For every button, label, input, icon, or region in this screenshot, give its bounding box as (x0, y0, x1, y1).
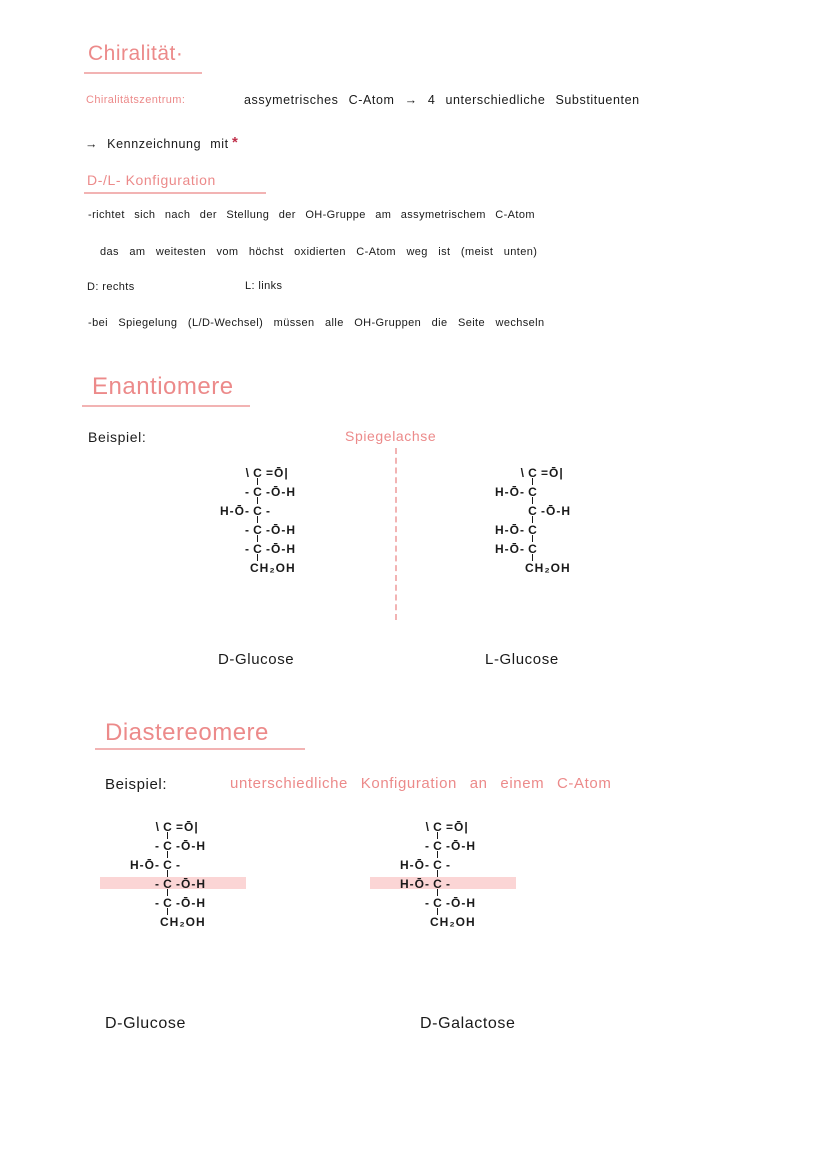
carbon-atom: C (528, 485, 538, 499)
bond-line (370, 851, 516, 858)
carbon-row (465, 542, 611, 554)
bond-line (370, 832, 516, 839)
left-substituent: H-Ō- (130, 858, 160, 872)
beispiel-label: Beispiel: (88, 429, 147, 445)
kennzeichnung-text: → Kennzeichnung mit (85, 137, 229, 151)
left-substituent: - (155, 877, 160, 891)
carbon-atom: C (528, 504, 538, 518)
carbon-atom: CH₂OH (160, 915, 206, 929)
d-rule: D: rechts (87, 281, 135, 293)
zentrum-text: assymetrisches C-Atom → 4 unterschiedliche Substituenten (244, 93, 640, 107)
carbon-atom: C (433, 896, 443, 910)
right-substituent: -Ō-H (266, 523, 296, 537)
right-substituent: =Ō| (176, 820, 199, 834)
carbon-row (370, 858, 516, 870)
carbon-atom: C (433, 877, 443, 891)
l-glucose-label: L-Glucose (485, 651, 559, 668)
left-substituent: H-Ō- (220, 504, 250, 518)
bond-line (190, 478, 336, 485)
konfiguration-title: D-/L- Konfiguration (87, 172, 216, 188)
carbon-atom: CH₂OH (525, 561, 571, 575)
carbon-atom: C (163, 820, 173, 834)
d-glucose-structure-2 (100, 820, 246, 927)
carbon-row (465, 466, 611, 478)
carbon-atom: C (253, 466, 263, 480)
section-title-chiralitaet: Chiralität· (88, 42, 184, 65)
carbon-row (465, 523, 611, 535)
bond-line (190, 554, 336, 561)
highlighted-carbon-row (370, 877, 516, 889)
carbon-atom: C (253, 504, 263, 518)
zentrum-label: Chiralitätszentrum: (86, 94, 186, 106)
carbon-row (190, 485, 336, 497)
bond-line (370, 908, 516, 915)
carbon-row (465, 504, 611, 516)
carbon-atom: C (163, 839, 173, 853)
right-substituent: -Ō-H (176, 839, 206, 853)
bond-line (100, 851, 246, 858)
diastereomere-note: unterschiedliche Konfiguration an einem C-Atom (230, 775, 612, 792)
bond-line (370, 889, 516, 896)
carbon-atom: CH₂OH (250, 561, 296, 575)
left-substituent: H-Ō- (400, 877, 430, 891)
right-substituent: -Ō-H (446, 839, 476, 853)
left-substituent: - (425, 839, 430, 853)
carbon-atom: CH₂OH (430, 915, 476, 929)
bond-line (100, 889, 246, 896)
right-substituent: =Ō| (266, 466, 289, 480)
d-galactose-structure (370, 820, 516, 927)
d-galactose-label: D-Galactose (420, 1015, 516, 1032)
carbon-row (370, 820, 516, 832)
bond-line (465, 516, 611, 523)
left-substituent: \ (245, 466, 250, 480)
right-substituent: -Ō-H (176, 896, 206, 910)
beispiel-label-2: Beispiel: (105, 776, 168, 793)
right-substituent: -Ō-H (446, 896, 476, 910)
enantiomere-underline (82, 405, 250, 407)
carbon-row (370, 839, 516, 851)
carbon-atom: C (528, 466, 538, 480)
highlighted-carbon-row (100, 877, 246, 889)
left-substituent: \ (520, 466, 525, 480)
carbon-atom: C (528, 542, 538, 556)
carbon-row (100, 858, 246, 870)
carbon-row (370, 915, 516, 927)
right-substituent: -Ō-H (176, 877, 206, 891)
carbon-row (100, 820, 246, 832)
carbon-row (370, 896, 516, 908)
rule-line-3: -bei Spiegelung (L/D-Wechsel) müssen alle OH-Gruppen die Seite wechseln (88, 317, 545, 329)
carbon-row (190, 523, 336, 535)
left-substituent: - (245, 523, 250, 537)
bond-line (190, 535, 336, 542)
left-substituent: - (155, 896, 160, 910)
right-substituent: -Ō-H (266, 542, 296, 556)
bond-line (465, 497, 611, 504)
carbon-atom: C (163, 858, 173, 872)
bond-line (100, 870, 246, 877)
carbon-row (465, 485, 611, 497)
asterisk-marker: * (232, 134, 238, 151)
carbon-row (465, 561, 611, 573)
rule-line-1: -richtet sich nach der Stellung der OH-Gruppe am assymetrischem C-Atom (88, 209, 535, 221)
bond-line (190, 497, 336, 504)
left-substituent: - (155, 839, 160, 853)
carbon-row (100, 896, 246, 908)
right-substituent: - (266, 504, 271, 518)
left-substituent: H-Ō- (495, 523, 525, 537)
title-underline (84, 72, 202, 74)
mirror-axis-label: Spiegelachse (345, 428, 437, 444)
left-substituent: - (245, 542, 250, 556)
left-substituent: H-Ō- (495, 542, 525, 556)
rule-line-2: das am weitesten vom höchst oxidierten C-Atom weg ist (meist unten) (100, 246, 538, 258)
konfiguration-underline (84, 192, 266, 194)
carbon-atom: C (433, 858, 443, 872)
left-substituent: - (425, 896, 430, 910)
carbon-atom: C (163, 877, 173, 891)
section-title-enantiomere: Enantiomere (92, 373, 234, 400)
bond-line (100, 908, 246, 915)
left-substituent: - (245, 485, 250, 499)
right-substituent: =Ō| (541, 466, 564, 480)
bond-line (465, 554, 611, 561)
bond-line (465, 535, 611, 542)
left-substituent: \ (425, 820, 430, 834)
carbon-row (190, 466, 336, 478)
section-title-diastereomere: Diastereomere (105, 719, 269, 746)
bond-line (100, 832, 246, 839)
carbon-atom: C (163, 896, 173, 910)
carbon-atom: C (253, 523, 263, 537)
d-glucose-label-2: D-Glucose (105, 1015, 186, 1032)
diastereomere-underline (95, 748, 305, 750)
d-glucose-label: D-Glucose (218, 651, 295, 668)
carbon-row (100, 915, 246, 927)
right-substituent: - (446, 877, 451, 891)
right-substituent: -Ō-H (541, 504, 571, 518)
d-glucose-structure (190, 466, 336, 573)
carbon-row (190, 561, 336, 573)
bond-line (370, 870, 516, 877)
carbon-atom: C (253, 485, 263, 499)
bond-line (465, 478, 611, 485)
left-substituent: H-Ō- (400, 858, 430, 872)
right-substituent: =Ō| (446, 820, 469, 834)
l-rule: L: links (245, 280, 283, 292)
right-substituent: - (176, 858, 181, 872)
carbon-atom: C (253, 542, 263, 556)
carbon-row (190, 542, 336, 554)
carbon-row (190, 504, 336, 516)
carbon-atom: C (433, 839, 443, 853)
carbon-atom: C (433, 820, 443, 834)
carbon-row (100, 839, 246, 851)
left-substituent: \ (155, 820, 160, 834)
right-substituent: -Ō-H (266, 485, 296, 499)
left-substituent: H-Ō- (495, 485, 525, 499)
carbon-atom: C (528, 523, 538, 537)
mirror-axis-line (395, 448, 397, 620)
l-glucose-structure (465, 466, 611, 573)
right-substituent: - (446, 858, 451, 872)
bond-line (190, 516, 336, 523)
